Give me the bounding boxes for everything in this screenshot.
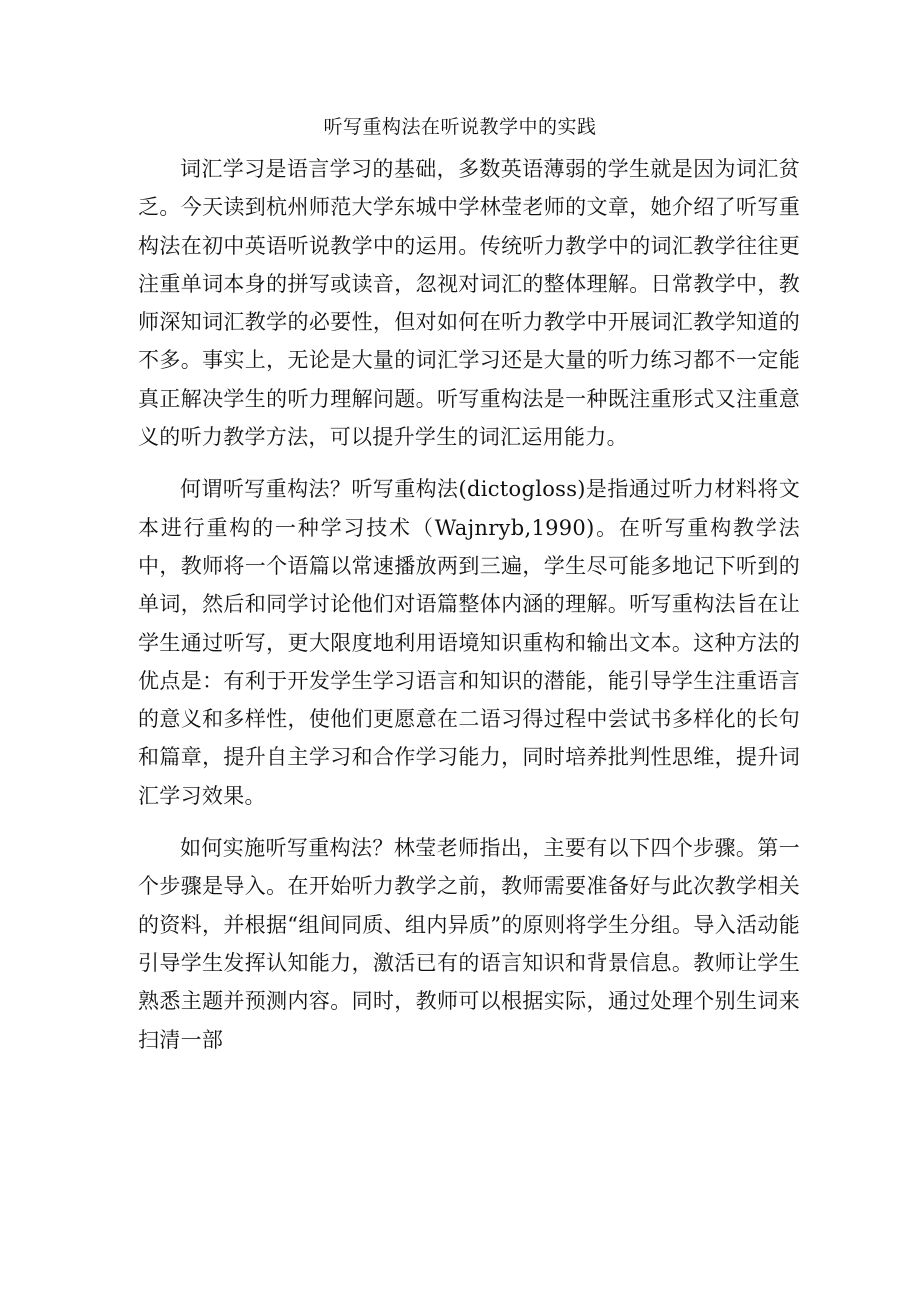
paragraph-dictogloss-definition: 何谓听写重构法？听写重构法(dictogloss)是指通过听力材料将文本进行重构的一种学习技术（Wajnryb,1990)。在听写重构教学法中，教师将一个语篇以常速播放两到三遍，学生尽可能多地记下听到的单词，然后和同学讨论他们对语篇整体内涵的理解。听写重构法旨在让学生通过听写，更大限度地利用语境知识重构和输出文本。这种方法的优点是：有利于开发学生学习语言和知识的潜能，能引导学生注重语言的意义和多样性，使他们更愿意在二语习得过程中尝试书多样化的长句和篇章，提升自主学习和合作学习能力，同时培养批判性思维，提升词汇学习效果。 [138, 477, 800, 808]
document-body [138, 150, 800, 1059]
paragraph-vocabulary-intro: 词汇学习是语言学习的基础，多数英语薄弱的学生就是因为词汇贫乏。今天读到杭州师范大学东城中学林莹老师的文章，她介绍了听写重构法在初中英语听说教学中的运用。传统听力教学中的词汇教学往往更注重单词本身的拼写或读音，忽视对词汇的整体理解。日常教学中，教师深知词汇教学的必要性，但对如何在听力教学中开展词汇教学知道的不多。事实上，无论是大量的词汇学习还是大量的听力练习都不一定能真正解决学生的听力理解问题。听写重构法是一种既注重形式又注重意义的听力教学方法，可以提升学生的词汇运用能力。 [138, 157, 800, 450]
document-title: 听写重构法在听说教学中的实践 [323, 116, 597, 138]
paragraph-implementation-steps: 如何实施听写重构法？林莹老师指出，主要有以下四个步骤。第一个步骤是导入。在开始听力教学之前，教师需要准备好与此次教学相关的资料，并根据“组间同质、组内异质”的原则将学生分组。导入活动能引导学生发挥认知能力，激活已有的语言知识和背景信息。教师让学生熟悉主题并预测内容。同时，教师可以根据实际，通过处理个别生词来扫清一部 [138, 836, 800, 1052]
